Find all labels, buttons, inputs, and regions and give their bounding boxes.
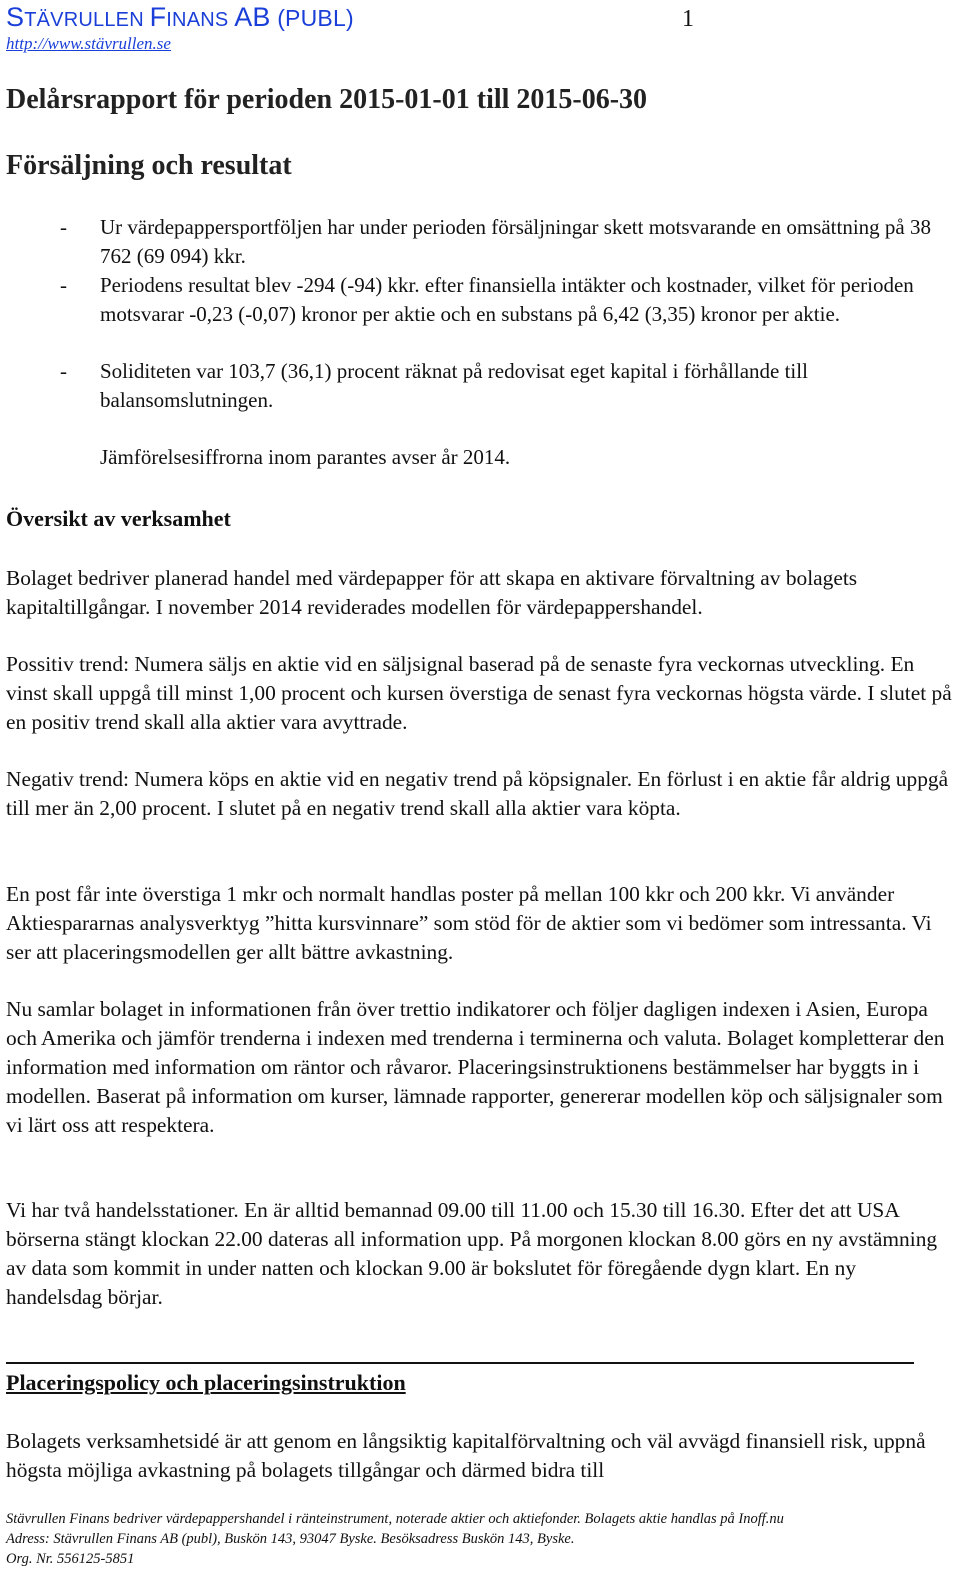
paragraph: Vi har två handelsstationer. En är alltid bemannad 09.00 till 11.00 och 15.30 till 16.30. Efter det att USA börserna stängt klockan 22.00 dateras all information upp. På morgonen klockan 8.00 görs en ny avstämning av data som kommit in under natten och klockan 9.00 är bokslutet för föregående dygn klart. En ny handelsdag börjar. (6, 1198, 938, 1309)
paragraph: Nu samlar bolaget in informationen från över trettio indikatorer och följer dagligen indexen i Asien, Europa och Amerika och jämför trenderna i indexen med trenderna i terminerna och valuta. Bolaget kompletterar den information med information om räntor och råvaror. Placeringsinstruktionens bestämmelser har byggts in i modellen. Baserat på information om kurser, lämnade rapporter, genererar modellen köp och säljsignaler som vi lärt oss att respektera. (6, 997, 945, 1137)
footer-address: Adress: Stävrullen Finans AB (publ), Buskön 143, 93047 Byske. Besöksadress Buskön 143, Byske. (6, 1531, 575, 1547)
paragraph: Bolagets verksamhetsidé är att genom en långsiktig kapitalförvaltning och väl avvägd finansiell risk, uppnå högsta möjliga avkastning på bolagets tillgångar och därmed bidra till (6, 1429, 926, 1482)
section-heading-sales: Försäljning och resultat (6, 150, 292, 181)
bullet-item: - Periodens resultat blev -294 (-94) kkr. efter finansiella intäkter och kostnader, vilket för perioden motsvarar -0,23 (-0,07) kronor per aktie och en substans på 6,42 (3,35) kronor per aktie. (60, 273, 914, 326)
section-heading-overview: Översikt av verksamhet (6, 506, 231, 531)
company-name: STÄVRULLEN FINANS AB (PUBL) (6, 2, 354, 32)
comparison-note: Jämförelsesiffrorna inom parantes avser år 2014. (100, 445, 511, 469)
footer-line: Stävrullen Finans bedriver värdepappershandel i ränteinstrument, noterade aktier och aktiefonder. Bolagets aktie handlas på Inoff.nu (6, 1511, 784, 1527)
horizontal-rule (6, 1362, 914, 1364)
report-title: Delårsrapport för perioden 2015-01-01 till 2015-06-30 (6, 84, 648, 115)
paragraph: Negativ trend: Numera köps en aktie vid en negativ trend på köpsignaler. En förlust i en aktie får aldrig uppgå till mer än 2,00 procent. I slutet på en negativ trend skall alla aktier vara köpta. (6, 767, 949, 820)
page-number: 1 (682, 6, 694, 32)
bullet-item: - Soliditeten var 103,7 (36,1) procent räknat på redovisat eget kapital i förhållande till balansomslutningen. (60, 359, 808, 412)
paragraph: En post får inte överstiga 1 mkr och normalt handlas poster på mellan 100 kkr och 200 kkr. Vi använder Aktiespararnas analysverktyg ”hitta kursvinnare” som stöd för de aktier som vi bedömer som intressanta. Vi ser att placeringsmodellen ger allt bättre avkastning. (6, 882, 932, 964)
paragraph: Possitiv trend: Numera säljs en aktie vid en säljsignal baserad på de senaste fyra veckornas utveckling. En vinst skall uppgå till minst 1,00 procent och kursen överstiga de senast fyra veckornas högsta värde. I slutet på en positiv trend skall alla aktier vara avyttrade. (6, 652, 952, 734)
website-link[interactable]: http://www.stävrullen.se (6, 34, 171, 53)
paragraph: Bolaget bedriver planerad handel med värdepapper för att skapa en aktivare förvaltning av bolagets kapitaltillgångar. I november 2014 reviderades modellen för värdepappershandel. (6, 566, 858, 619)
bullet-item: - Ur värdepappersportföljen har under perioden försäljningar skett motsvarande en omsättning på 38 762 (69 094) kkr. (60, 215, 931, 268)
footer-org-number: Org. Nr. 556125-5851 (6, 1551, 135, 1567)
section-heading-policy: Placeringspolicy och placeringsinstruktion (6, 1370, 406, 1395)
